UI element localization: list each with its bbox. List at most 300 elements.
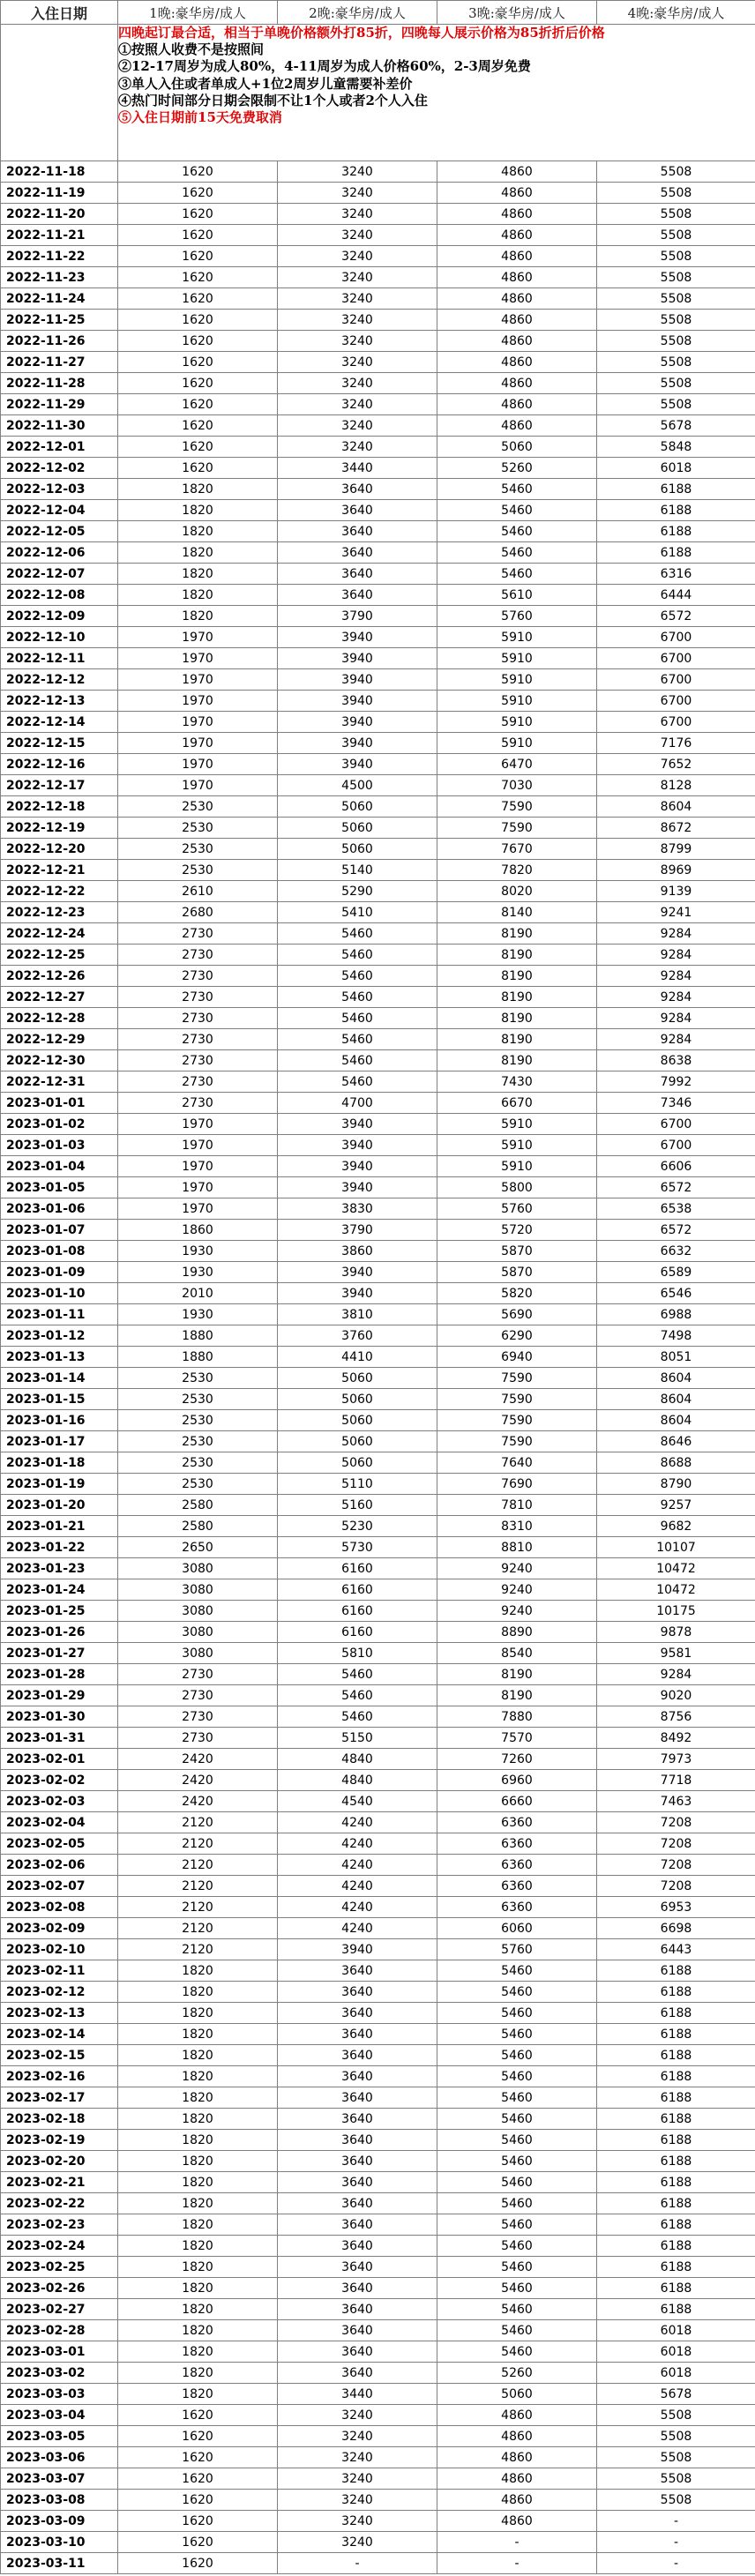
price-2-nights: 4840 [278,1770,437,1791]
table-row [1,1685,755,1706]
price-2-nights: 3810 [278,1304,437,1325]
price-1-night: 2530 [118,839,278,860]
date-cell: 2022-12-10 [1,627,118,648]
date-cell: 2023-01-31 [1,1728,118,1749]
table-row [1,1918,755,1939]
price-2-nights: 5460 [278,1029,437,1050]
price-4-nights: 6188 [597,2151,755,2172]
booking-notes [118,25,755,161]
price-4-nights: 9682 [597,1516,755,1537]
price-1-night: 3080 [118,1643,278,1664]
table-row [1,1050,755,1071]
price-2-nights: 3640 [278,542,437,564]
price-1-night: 2420 [118,1770,278,1791]
table-row [1,818,755,839]
date-cell: 2022-11-28 [1,373,118,394]
price-1-night: 1820 [118,2257,278,2278]
price-3-nights: 5060 [437,2384,597,2405]
price-3-nights: 4860 [437,352,597,373]
price-3-nights: 5460 [437,2024,597,2045]
date-cell: 2023-02-22 [1,2193,118,2214]
table-row [1,1855,755,1876]
price-3-nights: 5460 [437,2151,597,2172]
table-row [1,1579,755,1601]
table-row [1,2468,755,2490]
price-1-night: 1820 [118,2045,278,2066]
price-1-night: 1620 [118,2553,278,2574]
price-3-nights: 8310 [437,1516,597,1537]
price-1-night: 2730 [118,1093,278,1114]
price-2-nights: 3790 [278,1220,437,1241]
price-2-nights: 6160 [278,1558,437,1579]
table-row [1,1516,755,1537]
price-3-nights: 5870 [437,1262,597,1283]
price-1-night: 1820 [118,2024,278,2045]
table-row [1,627,755,648]
price-2-nights: 3760 [278,1325,437,1347]
price-3-nights: 4860 [437,246,597,267]
date-cell: 2023-01-26 [1,1622,118,1643]
price-4-nights: 6188 [597,2236,755,2257]
price-1-night: 1620 [118,183,278,204]
price-4-nights: 6572 [597,1177,755,1198]
date-cell: 2022-12-23 [1,902,118,923]
date-cell: 2023-02-19 [1,2130,118,2151]
price-4-nights: 5508 [597,2405,755,2426]
price-2-nights: 3240 [278,415,437,437]
price-4-nights: 8799 [597,839,755,860]
table-row [1,775,755,796]
table-row [1,606,755,627]
price-3-nights: 5060 [437,437,597,458]
price-1-night: 1620 [118,288,278,310]
price-3-nights: 4860 [437,394,597,415]
price-2-nights: 5460 [278,923,437,945]
price-2-nights: 3240 [278,2405,437,2426]
price-3-nights: 8810 [437,1537,597,1558]
price-1-night: 1820 [118,2109,278,2130]
price-3-nights: 8190 [437,1685,597,1706]
price-1-night: 1820 [118,2363,278,2384]
price-2-nights: 3240 [278,373,437,394]
price-3-nights: 4860 [437,267,597,288]
price-3-nights: 8020 [437,881,597,902]
price-3-nights: 5460 [437,2130,597,2151]
price-1-night: 1620 [118,2426,278,2447]
price-1-night: 1620 [118,225,278,246]
table-row [1,1982,755,2003]
price-4-nights: 5508 [597,331,755,352]
price-4-nights: - [597,2553,755,2574]
price-2-nights: 5290 [278,881,437,902]
date-cell: 2022-12-15 [1,733,118,754]
price-1-night: 1620 [118,458,278,479]
price-1-night: 2120 [118,1833,278,1855]
price-3-nights: 5910 [437,669,597,691]
price-1-night: 1970 [118,1198,278,1220]
price-2-nights: 4540 [278,1791,437,1812]
price-3-nights: 5460 [437,479,597,500]
price-4-nights: 9284 [597,1029,755,1050]
price-2-nights: 3240 [278,310,437,331]
price-4-nights: 8492 [597,1728,755,1749]
date-cell: 2022-11-24 [1,288,118,310]
date-cell: 2023-02-07 [1,1876,118,1897]
price-2-nights: 3640 [278,2299,437,2320]
price-1-night: 1820 [118,500,278,521]
price-4-nights: 7208 [597,1833,755,1855]
price-4-nights: 6188 [597,2087,755,2109]
date-cell: 2022-11-29 [1,394,118,415]
price-1-night: 2120 [118,1897,278,1918]
price-2-nights: 3640 [278,2320,437,2341]
price-2-nights: 5460 [278,1050,437,1071]
table-row [1,1410,755,1431]
price-3-nights: 4860 [437,415,597,437]
price-4-nights: 6188 [597,2045,755,2066]
date-cell: 2023-03-05 [1,2426,118,2447]
price-2-nights: 3940 [278,733,437,754]
price-3-nights: 4860 [437,331,597,352]
price-1-night: 2730 [118,923,278,945]
date-cell: 2022-12-13 [1,691,118,712]
price-3-nights: 5460 [437,2172,597,2193]
date-cell: 2023-02-11 [1,1960,118,1982]
price-4-nights: 6188 [597,1960,755,1982]
table-row [1,2003,755,2024]
price-3-nights: 4860 [437,204,597,225]
price-4-nights: 8128 [597,775,755,796]
price-4-nights: 6700 [597,669,755,691]
table-row [1,987,755,1008]
price-2-nights: 5060 [278,1410,437,1431]
price-2-nights: 3940 [278,712,437,733]
price-3-nights: 8190 [437,966,597,987]
table-row [1,542,755,564]
price-2-nights: 4240 [278,1855,437,1876]
price-3-nights: 7260 [437,1749,597,1770]
price-1-night: 2530 [118,1452,278,1474]
price-4-nights: 7346 [597,1093,755,1114]
price-3-nights: 4860 [437,373,597,394]
price-4-nights: 7498 [597,1325,755,1347]
table-row [1,2426,755,2447]
price-2-nights: 4840 [278,1749,437,1770]
table-row [1,648,755,669]
table-row [1,1601,755,1622]
price-3-nights: 5870 [437,1241,597,1262]
price-2-nights: 5460 [278,1008,437,1029]
price-2-nights: 5230 [278,1516,437,1537]
price-4-nights: 6589 [597,1262,755,1283]
price-2-nights: 3640 [278,2363,437,2384]
price-3-nights: 4860 [437,225,597,246]
date-cell: 2023-01-07 [1,1220,118,1241]
price-3-nights: 4860 [437,2468,597,2490]
price-3-nights: 5460 [437,2214,597,2236]
date-cell: 2022-11-21 [1,225,118,246]
price-2-nights: 5460 [278,945,437,966]
price-2-nights: 5460 [278,1706,437,1728]
price-4-nights: 5508 [597,373,755,394]
price-2-nights: - [278,2553,437,2574]
table-row [1,1029,755,1050]
price-3-nights: 9240 [437,1558,597,1579]
price-4-nights: 8646 [597,1431,755,1452]
price-3-nights: 5460 [437,500,597,521]
price-4-nights: 5508 [597,310,755,331]
price-3-nights: 7570 [437,1728,597,1749]
date-cell: 2022-12-03 [1,479,118,500]
price-2-nights: 3640 [278,2045,437,2066]
price-1-night: 3080 [118,1558,278,1579]
price-4-nights: 6546 [597,1283,755,1304]
price-3-nights: 6960 [437,1770,597,1791]
price-2-nights: 3940 [278,1156,437,1177]
price-3-nights: 6660 [437,1791,597,1812]
price-2-nights: 3940 [278,754,437,775]
price-1-night: 2530 [118,796,278,818]
price-4-nights: 9020 [597,1685,755,1706]
price-4-nights: 6188 [597,2066,755,2087]
price-1-night: 2730 [118,1071,278,1093]
price-3-nights: 6360 [437,1855,597,1876]
price-1-night: 1620 [118,310,278,331]
price-3-nights: 9240 [437,1579,597,1601]
price-1-night: 1820 [118,1960,278,1982]
price-4-nights: 7208 [597,1855,755,1876]
price-1-night: 2530 [118,1431,278,1452]
date-cell: 2023-02-24 [1,2236,118,2257]
price-1-night: 1820 [118,479,278,500]
price-1-night: 1820 [118,2299,278,2320]
price-1-night: 2650 [118,1537,278,1558]
price-3-nights: 5760 [437,1198,597,1220]
price-1-night: 1620 [118,2447,278,2468]
price-4-nights: 5508 [597,352,755,373]
price-4-nights: 6700 [597,1135,755,1156]
price-1-night: 1820 [118,521,278,542]
price-4-nights: 5848 [597,437,755,458]
date-cell: 2023-03-11 [1,2553,118,2574]
table-row [1,2130,755,2151]
table-row [1,585,755,606]
price-2-nights: 3640 [278,2151,437,2172]
price-3-nights: 6290 [437,1325,597,1347]
price-2-nights: 3240 [278,267,437,288]
price-1-night: 1820 [118,542,278,564]
price-3-nights: 4860 [437,2490,597,2511]
table-row [1,2172,755,2193]
price-3-nights: 7810 [437,1495,597,1516]
price-2-nights: 3790 [278,606,437,627]
price-2-nights: 3640 [278,2109,437,2130]
price-4-nights: 7652 [597,754,755,775]
price-3-nights: 6470 [437,754,597,775]
price-1-night: 1820 [118,2066,278,2087]
date-cell: 2023-01-06 [1,1198,118,1220]
date-cell: 2022-12-01 [1,437,118,458]
price-1-night: 2420 [118,1749,278,1770]
price-2-nights: 3940 [278,691,437,712]
price-3-nights: 7590 [437,1389,597,1410]
date-cell: 2022-12-26 [1,966,118,987]
price-4-nights: 6188 [597,2003,755,2024]
price-1-night: 1620 [118,394,278,415]
price-4-nights: 6572 [597,606,755,627]
price-4-nights: 6018 [597,2341,755,2363]
table-row [1,2320,755,2341]
header-2-nights: 2晚:豪华房/成人 [278,1,437,25]
price-2-nights: 3640 [278,2193,437,2214]
price-1-night: 1820 [118,1982,278,2003]
table-row [1,1833,755,1855]
date-cell: 2023-01-13 [1,1347,118,1368]
price-4-nights: 10472 [597,1558,755,1579]
price-3-nights: 5460 [437,2003,597,2024]
price-2-nights: 3240 [278,288,437,310]
price-1-night: 1620 [118,437,278,458]
price-4-nights: 8790 [597,1474,755,1495]
price-3-nights: 5460 [437,2257,597,2278]
table-row [1,1770,755,1791]
table-row [1,394,755,415]
price-3-nights: 8190 [437,1029,597,1050]
price-4-nights: 5508 [597,2447,755,2468]
price-4-nights: 6018 [597,458,755,479]
price-4-nights: 6700 [597,648,755,669]
price-4-nights: 9284 [597,1008,755,1029]
price-2-nights: 3640 [278,2278,437,2299]
price-2-nights: 3940 [278,648,437,669]
table-row [1,712,755,733]
price-3-nights: 5910 [437,1135,597,1156]
table-row [1,1135,755,1156]
price-4-nights: 8672 [597,818,755,839]
price-4-nights: 6018 [597,2320,755,2341]
price-2-nights: 3440 [278,2384,437,2405]
notes-blank-cell [1,25,118,161]
price-1-night: 2420 [118,1791,278,1812]
price-3-nights: 5760 [437,606,597,627]
price-2-nights: 3830 [278,1198,437,1220]
notice-line-single-surcharge: ③单人入住或者单成人+1位2周岁儿童需要补差价 [118,75,413,92]
header-check-in-date: 入住日期 [1,1,118,25]
table-row [1,2405,755,2426]
price-4-nights: 6188 [597,2257,755,2278]
table-row [1,1008,755,1029]
price-1-night: 1820 [118,2384,278,2405]
price-1-night: 1970 [118,733,278,754]
price-2-nights: 4240 [278,1833,437,1855]
price-4-nights: 6988 [597,1304,755,1325]
table-row [1,754,755,775]
date-cell: 2023-02-18 [1,2109,118,2130]
price-4-nights: - [597,2511,755,2532]
price-1-night: 2680 [118,902,278,923]
price-3-nights: 5910 [437,691,597,712]
price-2-nights: 3640 [278,2236,437,2257]
table-row [1,458,755,479]
table-row [1,1558,755,1579]
price-1-night: 1620 [118,415,278,437]
table-row [1,2447,755,2468]
price-3-nights: 8190 [437,945,597,966]
price-3-nights: 7590 [437,1368,597,1389]
table-row [1,1495,755,1516]
date-cell: 2022-11-20 [1,204,118,225]
date-cell: 2023-02-25 [1,2257,118,2278]
price-2-nights: 3240 [278,2532,437,2553]
date-cell: 2023-03-03 [1,2384,118,2405]
date-cell: 2023-01-23 [1,1558,118,1579]
price-3-nights: 7670 [437,839,597,860]
price-2-nights: 3640 [278,1960,437,1982]
price-3-nights: - [437,2553,597,2574]
price-2-nights: 3640 [278,2087,437,2109]
notes-row [1,25,755,161]
date-cell: 2023-01-22 [1,1537,118,1558]
date-cell: 2023-02-16 [1,2066,118,2087]
price-2-nights: 5060 [278,1389,437,1410]
price-2-nights: 5060 [278,796,437,818]
price-1-night: 1620 [118,204,278,225]
price-1-night: 2530 [118,818,278,839]
price-4-nights: 7973 [597,1749,755,1770]
table-row [1,521,755,542]
price-4-nights: 6188 [597,479,755,500]
price-3-nights: 7030 [437,775,597,796]
price-3-nights: 5910 [437,1114,597,1135]
price-4-nights: 5508 [597,204,755,225]
price-4-nights: 6316 [597,564,755,585]
price-2-nights: 5150 [278,1728,437,1749]
price-1-night: 2530 [118,1410,278,1431]
notice-line-discount: 四晚起订最合适，相当于单晚价格额外打85折，四晚每人展示价格为85折折后价格 [118,25,605,41]
date-cell: 2023-01-25 [1,1601,118,1622]
price-3-nights: 7820 [437,860,597,881]
notice-line-per-person: ①按照人收费不是按照间 [118,41,265,58]
price-3-nights: 6060 [437,1918,597,1939]
price-3-nights: 7640 [437,1452,597,1474]
price-4-nights: 6188 [597,1982,755,2003]
price-2-nights: 3860 [278,1241,437,1262]
notice-line-child-pricing: ②12-17周岁为成人80%，4-11周岁为成人价格60%，2-3周岁免费 [118,58,531,75]
price-4-nights: 9878 [597,1622,755,1643]
price-4-nights: 5508 [597,2426,755,2447]
price-2-nights: 5060 [278,1452,437,1474]
price-4-nights: 8604 [597,1368,755,1389]
date-cell: 2023-01-29 [1,1685,118,1706]
table-row [1,1431,755,1452]
price-2-nights: 3240 [278,2447,437,2468]
header-row [1,1,755,25]
price-2-nights: 5460 [278,987,437,1008]
price-3-nights: 6360 [437,1833,597,1855]
price-3-nights: 5460 [437,521,597,542]
price-1-night: 1620 [118,331,278,352]
table-row [1,225,755,246]
date-cell: 2022-11-25 [1,310,118,331]
price-4-nights: 5678 [597,2384,755,2405]
price-2-nights: 5060 [278,818,437,839]
price-3-nights: 5460 [437,2299,597,2320]
price-3-nights: 7690 [437,1474,597,1495]
table-row [1,1474,755,1495]
date-cell: 2022-12-19 [1,818,118,839]
date-cell: 2022-11-22 [1,246,118,267]
table-row [1,2384,755,2405]
